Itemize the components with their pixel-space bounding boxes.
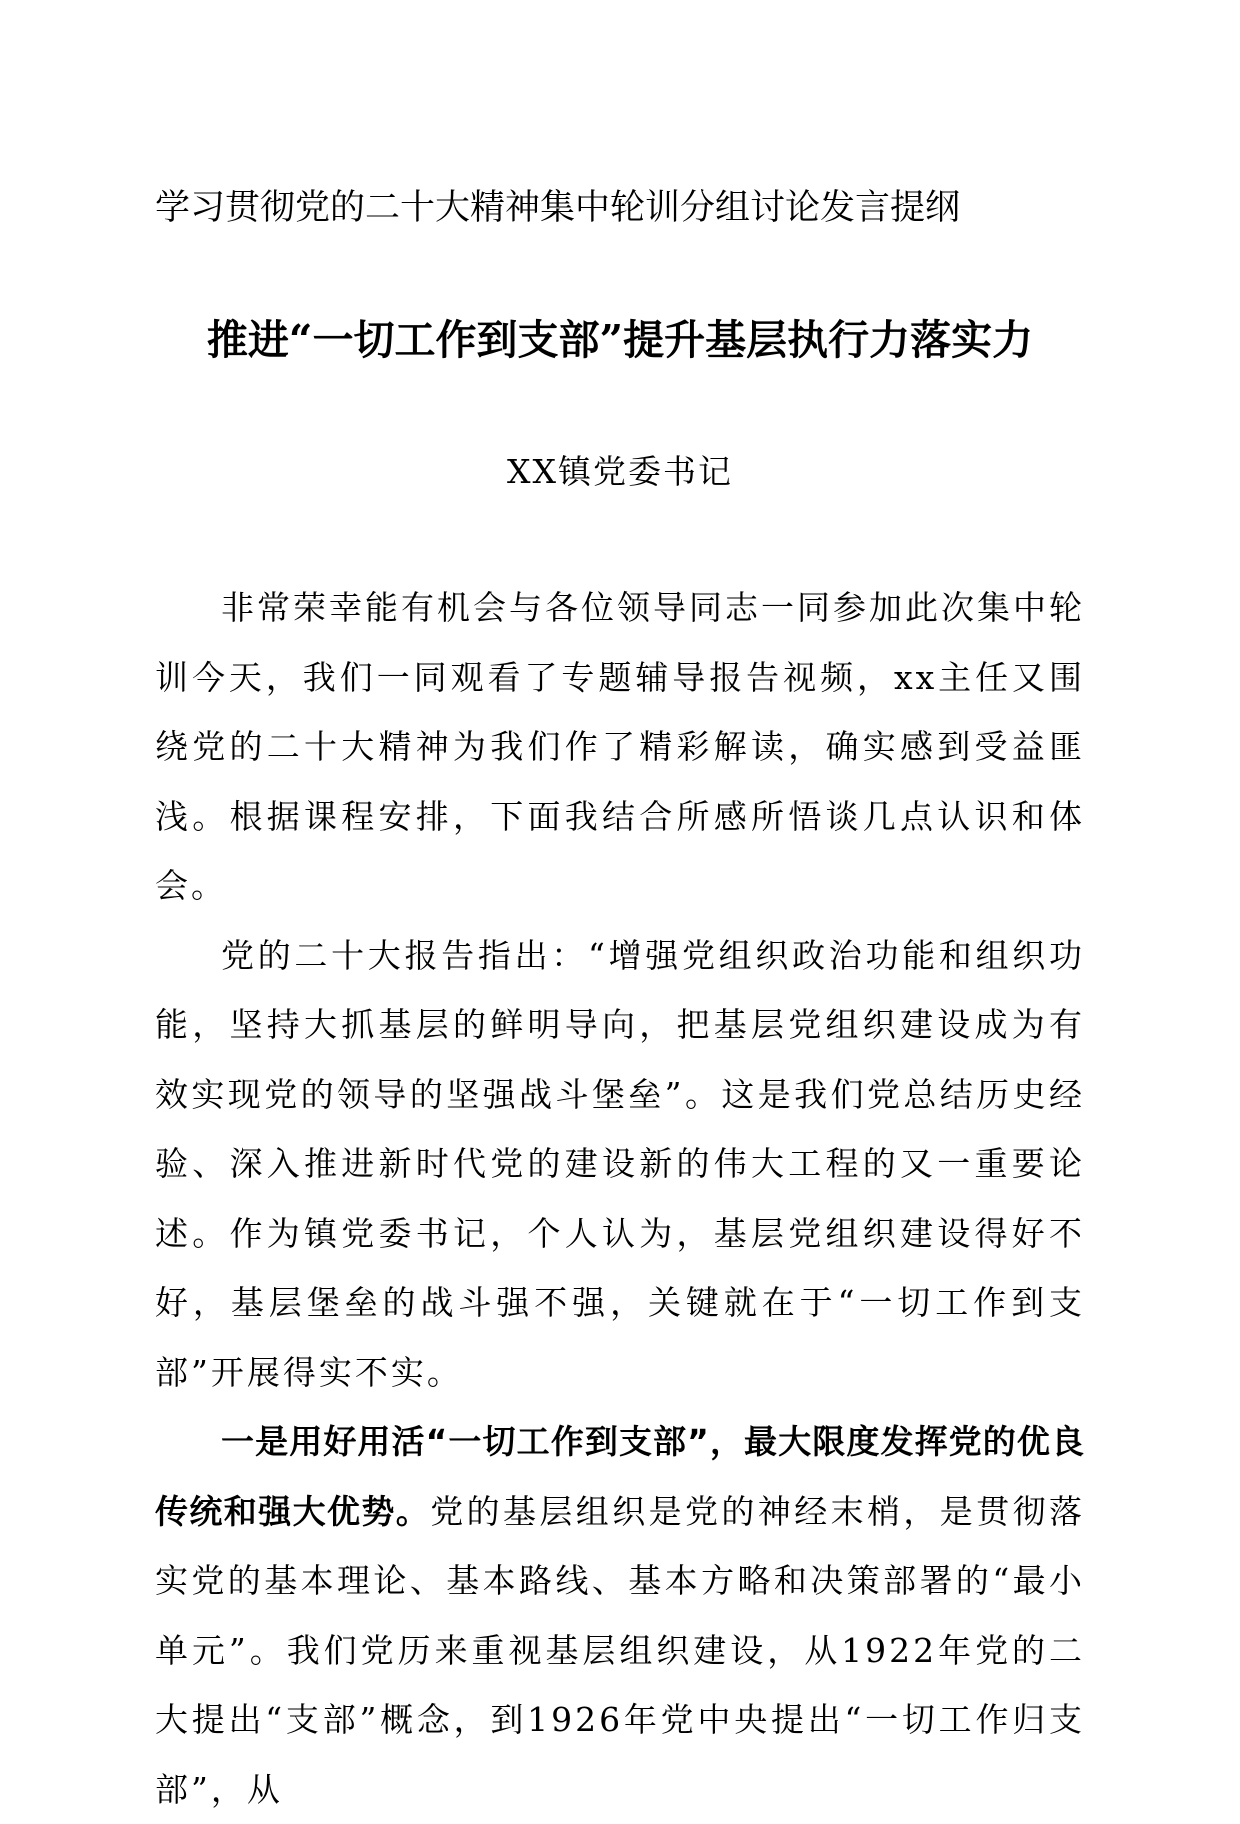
paragraph-text: 党的基层组织是党的神经末梢，是贯彻落实党的基本理论、基本路线、基本方略和决策部署的“最小单元”。我们党历来重视基层组织建设，从1922年党的二大提出“支部”概念，到1926年党中央提出“一切工作归支部”，从	[155, 1491, 1086, 1809]
paragraph-report-quote	[155, 921, 1085, 1408]
paragraph-intro	[155, 573, 1085, 921]
paragraph-text: 党的二十大报告指出：“增强党组织政治功能和组织功能，坚持大抓基层的鲜明导向，把基层党组织建设成为有效实现党的领导的坚强战斗堡垒”。这是我们党总结历史经验、深入推进新时代党的建设新的伟大工程的又一重要论述。作为镇党委书记，个人认为，基层党组织建设得好不好，基层堡垒的战斗强不强，关键就在于“一切工作到支部”开展得实不实。	[155, 935, 1085, 1392]
document-header: 学习贯彻党的二十大精神集中轮训分组讨论发言提纲	[155, 188, 961, 228]
document-title: 推进“一切工作到支部”提升基层执行力落实力	[206, 316, 1034, 364]
paragraph-heading: 一是用好用活“一切工作到支部”，最大限度发挥党的优良传统和强大优势。	[155, 1422, 1085, 1531]
document-body	[155, 573, 1085, 1824]
paragraph-text: 非常荣幸能有机会与各位领导同志一同参加此次集中轮训今天，我们一同观看了专题辅导报告视频，xx主任又围绕党的二十大精神为我们作了精彩解读，确实感到受益匪浅。根据课程安排，下面我结合所感所悟谈几点认识和体会。	[155, 588, 1085, 905]
document-author: XX镇党委书记	[507, 452, 733, 491]
paragraph-point-one	[155, 1407, 1085, 1824]
